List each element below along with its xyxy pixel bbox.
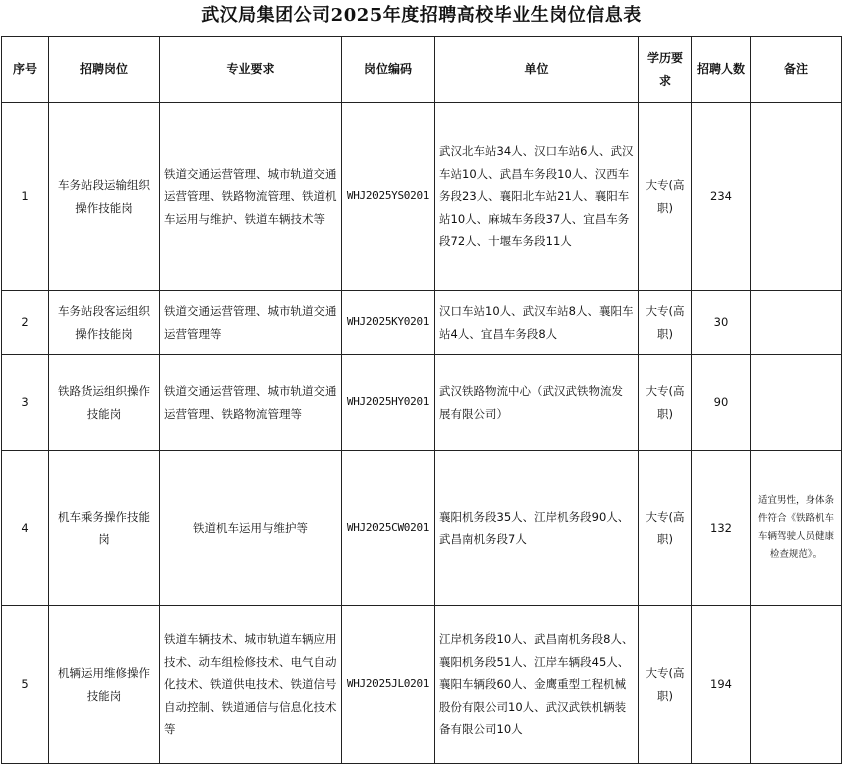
cell-education: 大专(高职) <box>639 103 692 291</box>
cell-seq: 2 <box>2 291 49 355</box>
cell-unit: 江岸机务段10人、武昌南机务段8人、襄阳机务段51人、江岸车辆段45人、襄阳车辆段60人、金鹰重型工程机械股份有限公司10人、武汉武铁机辆装备有限公司10人 <box>435 606 639 764</box>
cell-code: WHJ2025HY0201 <box>342 355 435 451</box>
cell-count: 194 <box>692 606 751 764</box>
cell-remark <box>751 355 842 451</box>
cell-remark: 适宜男性，身体条件符合《铁路机车车辆驾驶人员健康检查规范》。 <box>751 451 842 606</box>
table-row <box>2 355 842 451</box>
table-row <box>2 291 842 355</box>
cell-position: 车务站段运输组织操作技能岗 <box>49 103 160 291</box>
table-row <box>2 451 842 606</box>
cell-remark <box>751 103 842 291</box>
cell-position: 机车乘务操作技能岗 <box>49 451 160 606</box>
cell-education: 大专(高职) <box>639 291 692 355</box>
header-seq: 序号 <box>2 37 49 103</box>
cell-code: WHJ2025KY0201 <box>342 291 435 355</box>
cell-unit: 武汉铁路物流中心（武汉武铁物流发展有限公司） <box>435 355 639 451</box>
cell-seq: 4 <box>2 451 49 606</box>
cell-unit: 武汉北车站34人、汉口车站6人、武汉车站10人、武昌车务段10人、汉西车务段23人、襄阳北车站21人、襄阳车站10人、麻城车务段37人、宜昌车务段72人、十堰车务段11人 <box>435 103 639 291</box>
header-count: 招聘人数 <box>692 37 751 103</box>
header-remark: 备注 <box>751 37 842 103</box>
cell-seq: 5 <box>2 606 49 764</box>
cell-major: 铁道交通运营管理、城市轨道交通运营管理、铁路物流管理等 <box>160 355 342 451</box>
page-title: 武汉局集团公司2025年度招聘高校毕业生岗位信息表 <box>201 5 642 26</box>
cell-position: 车务站段客运组织操作技能岗 <box>49 291 160 355</box>
cell-position: 铁路货运组织操作技能岗 <box>49 355 160 451</box>
cell-code: WHJ2025JL0201 <box>342 606 435 764</box>
cell-count: 132 <box>692 451 751 606</box>
cell-major: 铁道机车运用与维护等 <box>160 451 342 606</box>
cell-major: 铁道交通运营管理、城市轨道交通运营管理、铁路物流管理、铁道机车运用与维护、铁道车辆技术等 <box>160 103 342 291</box>
cell-count: 234 <box>692 103 751 291</box>
header-code: 岗位编码 <box>342 37 435 103</box>
cell-count: 90 <box>692 355 751 451</box>
cell-unit: 襄阳机务段35人、江岸机务段90人、武昌南机务段7人 <box>435 451 639 606</box>
cell-code: WHJ2025CW0201 <box>342 451 435 606</box>
cell-education: 大专(高职) <box>639 606 692 764</box>
header-major: 专业要求 <box>160 37 342 103</box>
table-row <box>2 103 842 291</box>
cell-count: 30 <box>692 291 751 355</box>
positions-table <box>1 36 842 764</box>
header-position: 招聘岗位 <box>49 37 160 103</box>
header-row <box>2 37 842 103</box>
cell-education: 大专(高职) <box>639 355 692 451</box>
cell-position: 机辆运用维修操作技能岗 <box>49 606 160 764</box>
cell-remark <box>751 291 842 355</box>
cell-remark <box>751 606 842 764</box>
table-row <box>2 606 842 764</box>
cell-seq: 3 <box>2 355 49 451</box>
cell-code: WHJ2025YS0201 <box>342 103 435 291</box>
cell-seq: 1 <box>2 103 49 291</box>
cell-major: 铁道交通运营管理、城市轨道交通运营管理等 <box>160 291 342 355</box>
cell-major: 铁道车辆技术、城市轨道车辆应用技术、动车组检修技术、电气自动化技术、铁道供电技术、铁道信号自动控制、铁道通信与信息化技术等 <box>160 606 342 764</box>
cell-education: 大专(高职) <box>639 451 692 606</box>
header-unit: 单位 <box>435 37 639 103</box>
header-education: 学历要求 <box>639 37 692 103</box>
cell-unit: 汉口车站10人、武汉车站8人、襄阳车站4人、宜昌车务段8人 <box>435 291 639 355</box>
